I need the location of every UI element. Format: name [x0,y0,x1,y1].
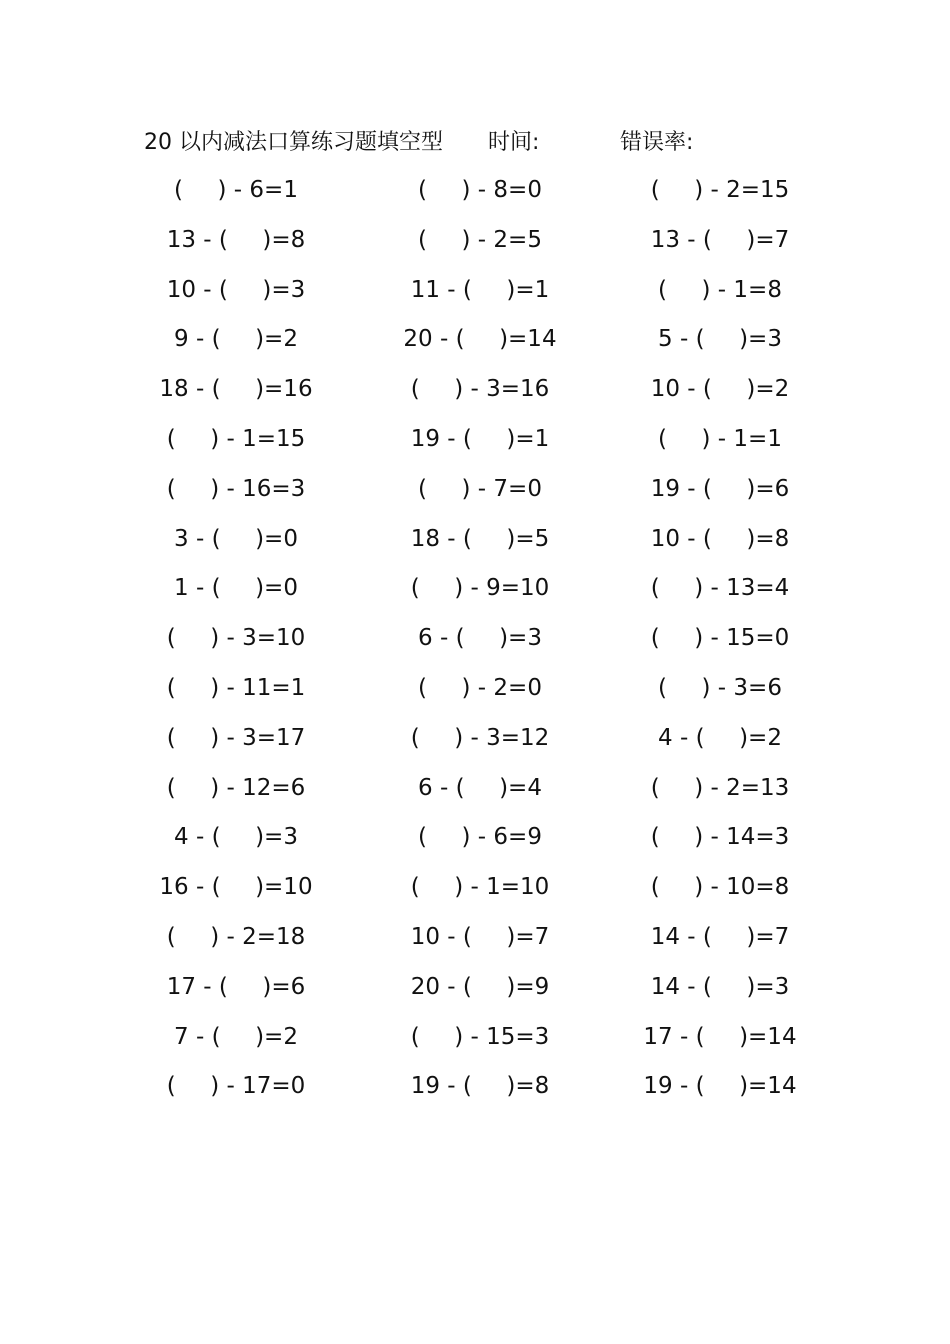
problem-item: ( ) - 1=15 [166,425,306,452]
problem-item: ( ) - 3=10 [166,625,306,652]
problem-item: ( ) - 15=3 [410,1023,550,1050]
problem-row [120,770,840,820]
problem-item: 14 - ( )=7 [650,923,790,950]
page-title: 20 以内减法口算练习题填空型 [144,130,443,155]
problem-row [120,421,840,471]
problem-item: ( ) - 8=0 [418,177,542,203]
problem-item: 6 - ( )=4 [418,774,542,801]
problem-item: ( ) - 9=10 [410,575,550,602]
problem-item: ( ) - 3=12 [410,724,550,751]
problem-item: 9 - ( )=2 [174,326,298,353]
problem-item: ( ) - 2=18 [166,923,306,950]
problem-item: 14 - ( )=3 [650,973,790,1000]
problem-item: 3 - ( )=0 [174,525,298,552]
problem-item: ( ) - 1=8 [658,276,782,303]
problem-item: ( ) - 3=16 [410,376,550,403]
problem-item: 10 - ( )=2 [650,376,790,403]
problem-row [120,321,840,371]
problem-item: ( ) - 7=0 [418,475,542,502]
problem-row [120,819,840,869]
problem-item: 19 - ( )=8 [410,1073,550,1100]
problem-item: ( ) - 3=6 [658,674,782,701]
problem-item: 19 - ( )=1 [410,425,550,452]
problem-row [120,1019,840,1069]
problem-item: 6 - ( )=3 [418,625,542,652]
problem-row [120,720,840,770]
problem-item: 13 - ( )=7 [650,226,790,253]
problem-item: 19 - ( )=14 [643,1073,797,1100]
problem-item: 4 - ( )=2 [658,724,782,751]
problem-item: ( ) - 12=6 [166,774,306,801]
problem-item: 10 - ( )=7 [410,923,550,950]
problem-item: ( ) - 2=0 [418,674,542,701]
problem-grid [120,172,840,1118]
problem-item: ( ) - 2=13 [650,774,790,801]
problem-item: ( ) - 13=4 [650,575,790,602]
problem-row [120,371,840,421]
problem-item: ( ) - 11=1 [166,674,306,701]
problem-item: ( ) - 17=0 [166,1073,306,1100]
problem-row [120,471,840,521]
problem-row [120,272,840,322]
problem-row [120,521,840,571]
problem-row [120,570,840,620]
problem-item: ( ) - 2=15 [650,177,790,203]
time-label: 时间: [488,130,540,155]
problem-item: ( ) - 10=8 [650,874,790,901]
problem-item: 10 - ( )=3 [166,276,306,303]
problem-item: 7 - ( )=2 [174,1023,298,1050]
problem-item: 17 - ( )=6 [166,973,306,1000]
problem-item: 18 - ( )=16 [159,376,313,403]
problem-item: 13 - ( )=8 [166,226,306,253]
problem-item: ( ) - 15=0 [650,625,790,652]
problem-row [120,969,840,1019]
problem-item: ( ) - 14=3 [650,824,790,851]
problem-item: ( ) - 6=1 [174,177,298,203]
problem-item: ( ) - 1=10 [410,874,550,901]
problem-item: 10 - ( )=8 [650,525,790,552]
problem-item: ( ) - 6=9 [418,824,542,851]
problem-item: 19 - ( )=6 [650,475,790,502]
problem-item: ( ) - 16=3 [166,475,306,502]
problem-item: ( ) - 2=5 [418,226,542,253]
problem-item: 1 - ( )=0 [174,575,298,602]
problem-item: 4 - ( )=3 [174,824,298,851]
problem-item: 17 - ( )=14 [643,1023,797,1050]
problem-item: 18 - ( )=5 [410,525,550,552]
problem-item: 5 - ( )=3 [658,326,782,353]
problem-row [120,222,840,272]
problem-item: ( ) - 1=1 [658,425,782,452]
problem-row [120,1068,840,1118]
problem-row [120,172,840,222]
problem-item: 20 - ( )=9 [410,973,550,1000]
problem-item: 16 - ( )=10 [159,874,313,901]
error-rate-label: 错误率: [620,130,694,155]
problem-item: 11 - ( )=1 [410,276,550,303]
problem-item: ( ) - 3=17 [166,724,306,751]
problem-row [120,620,840,670]
problem-row [120,869,840,919]
problem-row [120,919,840,969]
problem-item: 20 - ( )=14 [403,326,557,353]
problem-row [120,670,840,720]
